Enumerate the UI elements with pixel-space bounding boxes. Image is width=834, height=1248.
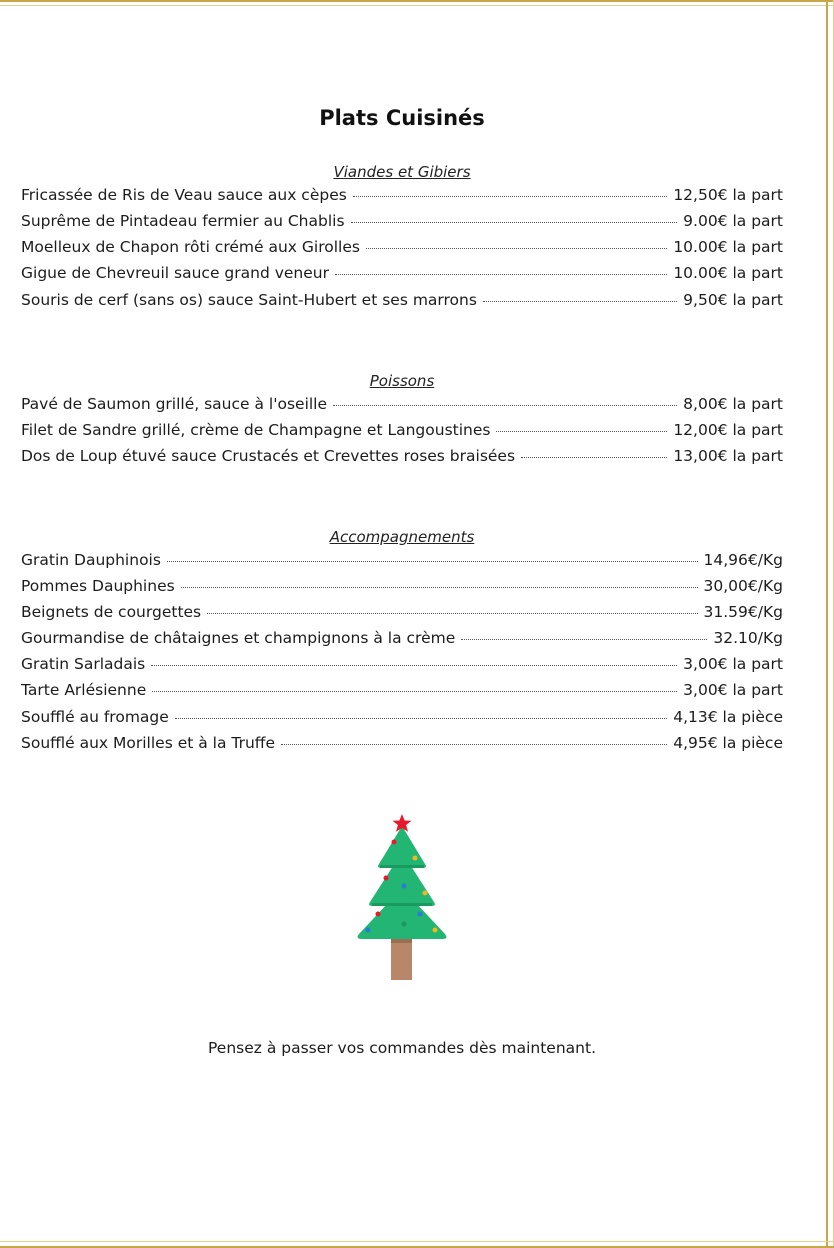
item-price: 32.10/Kg [713,629,783,647]
item-name: Tarte Arlésienne [21,681,147,699]
item-price: 13,00€ la part [673,447,783,465]
item-price: 9.00€ la part [683,212,783,230]
item-price: 10.00€ la part [673,238,783,256]
dot-leader [151,664,677,666]
item-name: Gigue de Chevreuil sauce grand veneur [21,264,329,282]
item-price: 8,00€ la part [683,395,783,413]
item-price: 3,00€ la part [683,681,783,699]
dot-leader [152,690,677,692]
menu-item [21,238,783,260]
item-name: Souris de cerf (sans os) sauce Saint-Hubert et ses marrons [21,291,477,309]
menu-item [21,603,783,625]
dot-leader [281,743,667,745]
item-price: 12,00€ la part [673,421,783,439]
dot-leader [335,273,667,275]
item-name: Filet de Sandre grillé, crème de Champagne et Langoustines [21,421,491,439]
item-price: 30,00€/Kg [703,577,783,595]
item-name: Pavé de Saumon grillé, sauce à l'oseille [21,395,328,413]
item-price: 14,96€/Kg [703,551,783,569]
dot-leader [351,221,678,223]
item-price: 10.00€ la part [673,264,783,282]
section-title-accompagnements: Accompagnements [329,528,475,546]
menu-item [21,551,783,573]
menu-item [21,291,783,313]
dot-leader [366,247,667,249]
dot-leader [353,195,667,197]
menu-item [21,655,783,677]
decorative-border-right [826,0,834,1248]
menu-item [21,395,783,417]
item-name: Suprême de Pintadeau fermier au Chablis [21,212,345,230]
item-price: 4,95€ la pièce [673,734,783,752]
item-name: Gourmandise de châtaignes et champignons à la crème [21,629,456,647]
item-name: Gratin Dauphinois [21,551,161,569]
menu-item [21,734,783,756]
item-price: 4,13€ la pièce [673,708,783,726]
dot-leader [483,300,677,302]
dot-leader [207,612,697,614]
item-name: Fricassée de Ris de Veau sauce aux cèpes [21,186,347,204]
item-name: Beignets de courgettes [21,603,202,621]
item-name: Dos de Loup étuvé sauce Crustacés et Crevettes roses braisées [21,447,516,465]
item-price: 12,50€ la part [673,186,783,204]
item-name: Soufflé au fromage [21,708,169,726]
menu-item [21,264,783,286]
dot-leader [181,586,698,588]
menu-item [21,186,783,208]
dot-leader [461,638,707,640]
item-name: Moelleux de Chapon rôti crémé aux Girolles [21,238,360,256]
dot-leader [496,430,667,432]
menu-item [21,681,783,703]
order-reminder-note: Pensez à passer vos commandes dès maintenant. [207,1039,596,1057]
item-price: 9,50€ la part [683,291,783,309]
menu-item [21,629,783,651]
item-price: 31.59€/Kg [703,603,783,621]
section-title-viandes: Viandes et Gibiers [333,163,471,181]
dot-leader [167,560,698,562]
decorative-border-bottom [0,1241,834,1248]
item-name: Gratin Sarladais [21,655,146,673]
dot-leader [333,404,677,406]
item-name: Pommes Dauphines [21,577,175,595]
dot-leader [175,717,667,719]
item-name: Soufflé aux Morilles et à la Truffe [21,734,276,752]
menu-item [21,577,783,599]
decorative-border-top [0,0,834,6]
dot-leader [521,456,667,458]
menu-item [21,212,783,234]
section-title-poissons: Poissons [369,372,435,390]
menu-item [21,447,783,469]
menu-item [21,708,783,730]
christmas-tree-icon [352,812,452,982]
item-price: 3,00€ la part [683,655,783,673]
menu-item [21,421,783,443]
page-title: Plats Cuisinés [319,106,485,130]
